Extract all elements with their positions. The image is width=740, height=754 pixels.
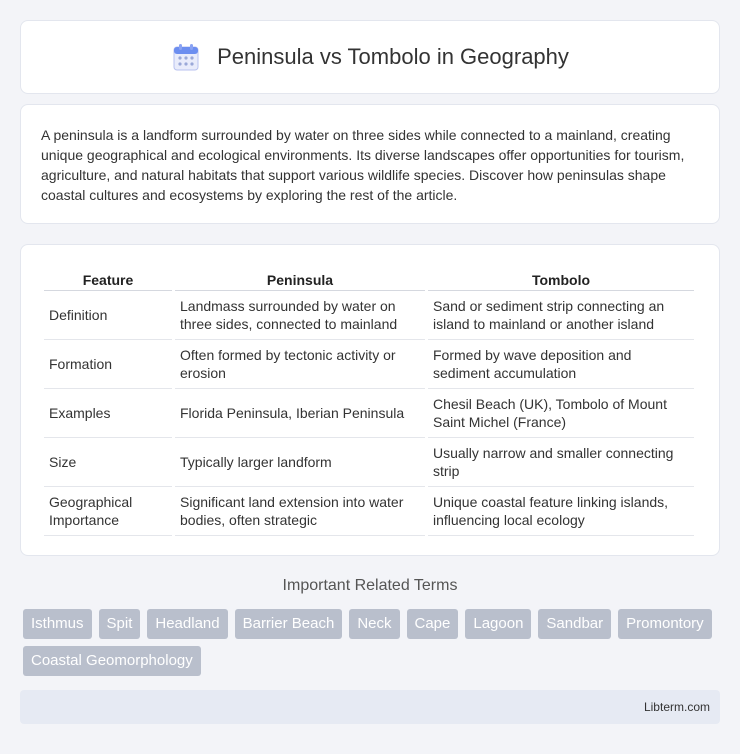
row-feature: Formation bbox=[44, 340, 172, 389]
footer bbox=[20, 690, 720, 724]
tag-headland[interactable]: Headland bbox=[147, 609, 227, 639]
tag-sandbar[interactable]: Sandbar bbox=[538, 609, 611, 639]
tag-cape[interactable]: Cape bbox=[407, 609, 459, 639]
row-peninsula: Florida Peninsula, Iberian Peninsula bbox=[175, 389, 425, 438]
related-terms-title: Important Related Terms bbox=[282, 577, 458, 594]
intro-card bbox=[20, 104, 720, 224]
tag-neck[interactable]: Neck bbox=[349, 609, 399, 639]
row-tombolo: Sand or sediment strip connecting an island to mainland or another island bbox=[428, 291, 694, 340]
table-row bbox=[44, 438, 694, 487]
comparison-table-card bbox=[20, 244, 720, 556]
header-card bbox=[20, 20, 720, 94]
table-row bbox=[44, 487, 694, 536]
header-feature: Feature bbox=[44, 265, 172, 291]
row-tombolo: Unique coastal feature linking islands, influencing local ecology bbox=[428, 487, 694, 536]
tag-promontory[interactable]: Promontory bbox=[618, 609, 712, 639]
calendar-icon bbox=[171, 42, 201, 72]
row-feature: Geographical Importance bbox=[44, 487, 172, 536]
tag-isthmus[interactable]: Isthmus bbox=[23, 609, 92, 639]
header-peninsula: Peninsula bbox=[175, 265, 425, 291]
row-feature: Definition bbox=[44, 291, 172, 340]
row-peninsula: Significant land extension into water bodies, often strategic bbox=[175, 487, 425, 536]
footer-link[interactable]: Libterm.com bbox=[643, 700, 710, 714]
row-peninsula: Often formed by tectonic activity or erosion bbox=[175, 340, 425, 389]
comparison-table bbox=[41, 265, 697, 536]
tag-spit[interactable]: Spit bbox=[99, 609, 141, 639]
header-tombolo: Tombolo bbox=[428, 265, 694, 291]
row-tombolo: Chesil Beach (UK), Tombolo of Mount Saint Michel (France) bbox=[428, 389, 694, 438]
tag-coastal-geomorphology[interactable]: Coastal Geomorphology bbox=[23, 646, 201, 676]
tag-lagoon[interactable]: Lagoon bbox=[465, 609, 531, 639]
row-peninsula: Landmass surrounded by water on three sides, connected to mainland bbox=[175, 291, 425, 340]
row-feature: Examples bbox=[44, 389, 172, 438]
tag-barrier-beach[interactable]: Barrier Beach bbox=[235, 609, 343, 639]
row-tombolo: Usually narrow and smaller connecting strip bbox=[428, 438, 694, 487]
row-peninsula: Typically larger landform bbox=[175, 438, 425, 487]
row-tombolo: Formed by wave deposition and sediment accumulation bbox=[428, 340, 694, 389]
row-feature: Size bbox=[44, 438, 172, 487]
table-row bbox=[44, 340, 694, 389]
related-terms-list bbox=[23, 609, 723, 676]
table-row bbox=[44, 291, 694, 340]
intro-text: A peninsula is a landform surrounded by water on three sides while connected to a mainland, creating unique geographical and ecological environments. Its diverse landscapes offer opportunities for tourism, agriculture, and natural habitats that support various wildlife species. Discover how peninsulas shape coastal cultures and ecosystems by exploring the rest of the article. bbox=[41, 127, 685, 203]
table-header-row bbox=[44, 265, 694, 291]
table-row bbox=[44, 389, 694, 438]
page-title: Peninsula vs Tombolo in Geography bbox=[217, 44, 569, 69]
